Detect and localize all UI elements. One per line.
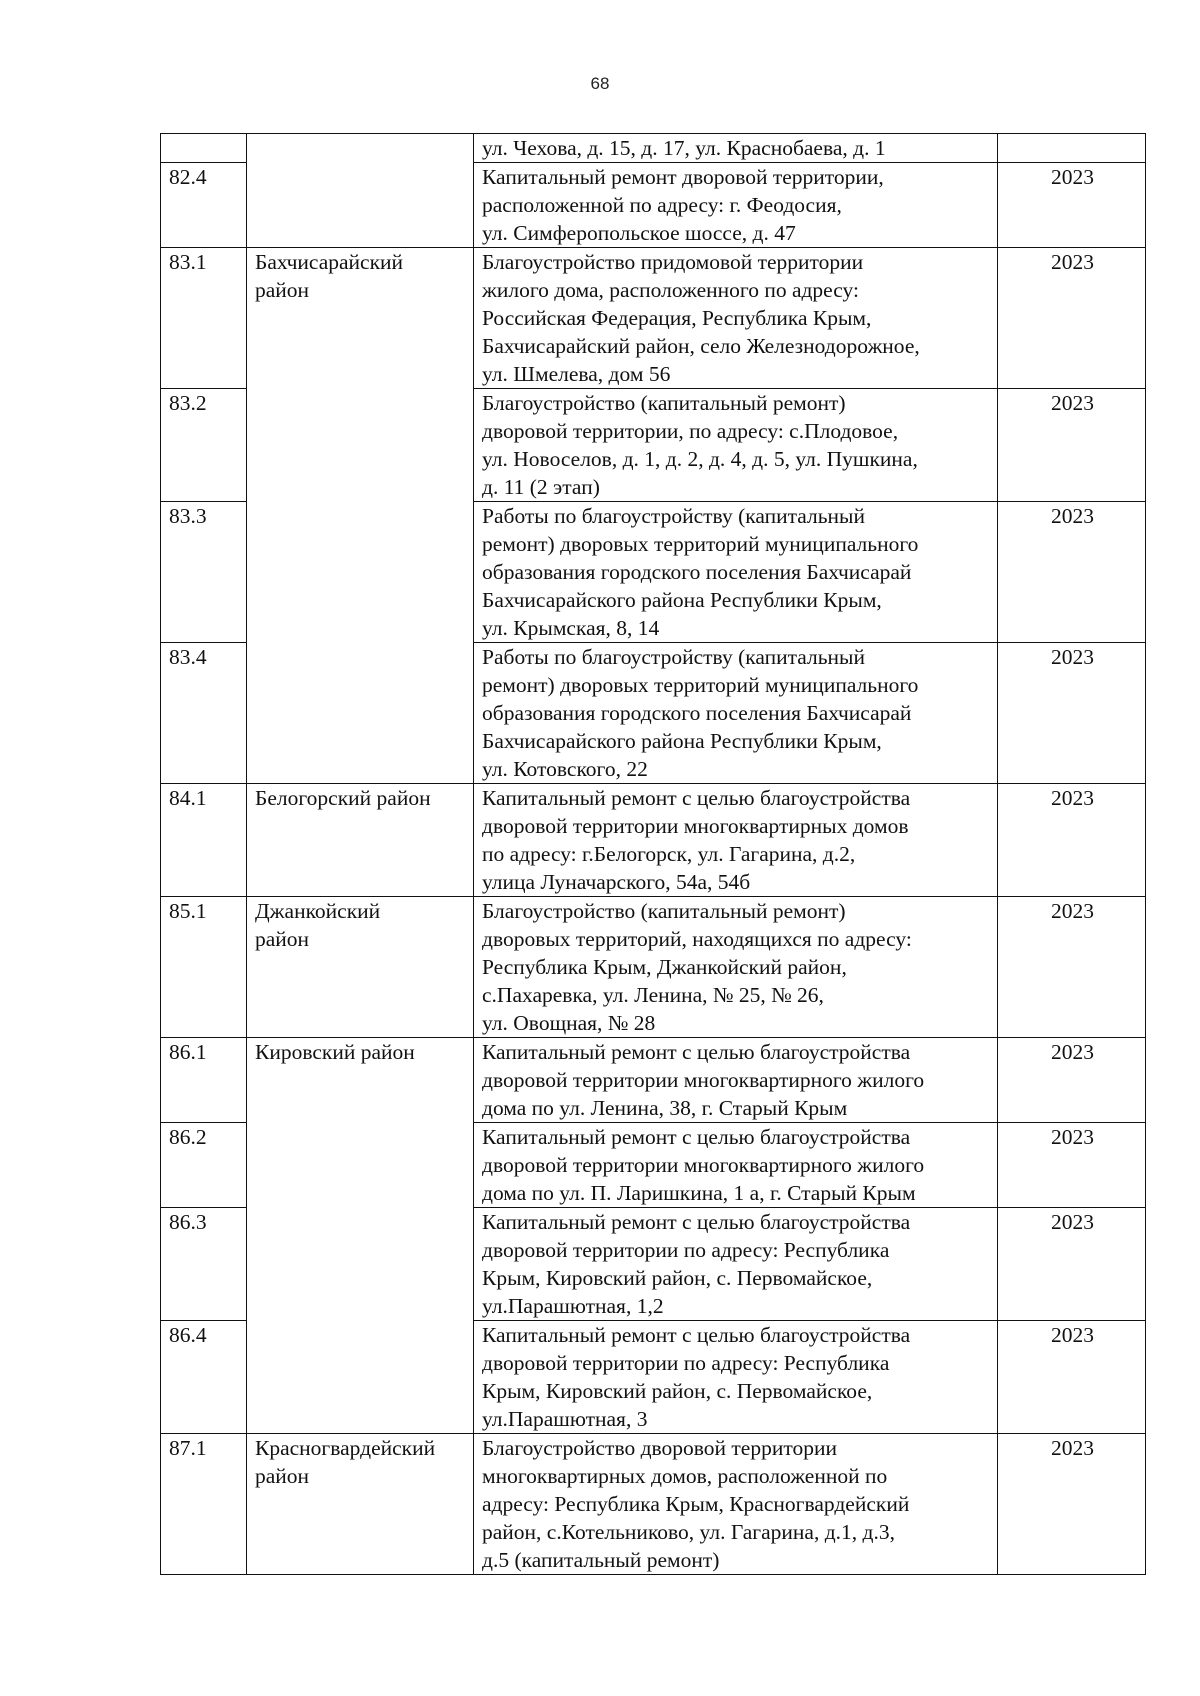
description-cell [474, 1434, 998, 1575]
description-line: Бахчисарайского района Республики Крым, [482, 729, 882, 753]
description-cell [474, 897, 998, 1038]
row-number-cell: 83.4 [161, 643, 247, 784]
description-cell [474, 163, 998, 248]
description-cell [474, 784, 998, 897]
row-number-cell: 86.2 [161, 1123, 247, 1208]
table-row [161, 784, 1146, 897]
row-number-cell: 83.3 [161, 502, 247, 643]
description-line: с.Пахаревка, ул. Ленина, № 25, № 26, [482, 983, 824, 1007]
year-cell: 2023 [998, 1434, 1146, 1575]
district-name-line: район [255, 927, 310, 951]
description-line: Благоустройство (капитальный ремонт) [482, 391, 846, 415]
table-row [161, 248, 1146, 389]
row-number-cell: 87.1 [161, 1434, 247, 1575]
year-cell: 2023 [998, 1321, 1146, 1434]
description-line: многоквартирных домов, расположенной по [482, 1464, 888, 1488]
description-cell [474, 389, 998, 502]
year-cell: 2023 [998, 248, 1146, 389]
description-line: дворовой территории, по адресу: с.Плодовое, [482, 419, 899, 443]
description-cell [474, 1038, 998, 1123]
description-line: Капитальный ремонт с целью благоустройства [482, 1323, 911, 1347]
description-line: Республика Крым, Джанкойский район, [482, 955, 847, 979]
description-line: жилого дома, расположенного по адресу: [482, 278, 859, 302]
description-cell [474, 643, 998, 784]
row-number-cell: 82.4 [161, 163, 247, 248]
year-cell: 2023 [998, 1038, 1146, 1123]
description-line: дворовых территорий, находящихся по адресу: [482, 927, 912, 951]
description-line: дворовой территории многоквартирных домов [482, 814, 909, 838]
year-cell: 2023 [998, 1123, 1146, 1208]
description-line: ремонт) дворовых территорий муниципального [482, 532, 919, 556]
row-number-cell: 86.4 [161, 1321, 247, 1434]
description-line: Капитальный ремонт дворовой территории, [482, 165, 884, 189]
district-name-line: Бахчисарайский [255, 250, 404, 274]
description-line: Бахчисарайский район, село Железнодорожное, [482, 334, 920, 358]
row-number-cell: 83.1 [161, 248, 247, 389]
district-name-line: район [255, 1464, 310, 1488]
description-cell [474, 1123, 998, 1208]
district-cell [247, 784, 474, 897]
row-number-cell: 86.1 [161, 1038, 247, 1123]
description-line: Российская Федерация, Республика Крым, [482, 306, 872, 330]
row-number-cell [161, 134, 247, 163]
description-line: дома по ул. Ленина, 38, г. Старый Крым [482, 1096, 848, 1120]
district-name-line: Кировский район [255, 1040, 415, 1064]
description-line: Работы по благоустройству (капитальный [482, 504, 866, 528]
year-cell: 2023 [998, 163, 1146, 248]
description-line: дворовой территории многоквартирного жилого [482, 1153, 925, 1177]
description-line: по адресу: г.Белогорск, ул. Гагарина, д.2, [482, 842, 856, 866]
description-line: ул. Крымская, 8, 14 [482, 616, 660, 640]
description-cell [474, 1208, 998, 1321]
description-line: ул. Новоселов, д. 1, д. 2, д. 4, д. 5, ул. Пушкина, [482, 447, 918, 471]
description-line: район, с.Котельниково, ул. Гагарина, д.1, д.3, [482, 1520, 895, 1544]
row-number-cell: 83.2 [161, 389, 247, 502]
description-line: улица Луначарского, 54а, 54б [482, 870, 751, 894]
district-cell [247, 134, 474, 248]
description-line: ул. Симферопольское шоссе, д. 47 [482, 221, 796, 245]
description-line: ул. Чехова, д. 15, д. 17, ул. Краснобаева, д. 1 [482, 136, 886, 160]
description-line: ул.Парашютная, 3 [482, 1407, 648, 1431]
description-line: адресу: Республика Крым, Красногвардейский [482, 1492, 910, 1516]
district-name-line: район [255, 278, 310, 302]
district-name-line: Красногвардейский [255, 1436, 436, 1460]
row-number-cell: 85.1 [161, 897, 247, 1038]
district-name-line: Белогорский район [255, 786, 431, 810]
table-row [161, 1038, 1146, 1123]
description-line: Благоустройство (капитальный ремонт) [482, 899, 846, 923]
description-line: Бахчисарайского района Республики Крым, [482, 588, 882, 612]
description-line: дома по ул. П. Ларишкина, 1 а, г. Старый Крым [482, 1181, 916, 1205]
page-number: 68 [590, 74, 610, 93]
description-line: дворовой территории по адресу: Республика [482, 1351, 890, 1375]
district-name-line: Джанкойский [255, 899, 381, 923]
year-cell [998, 134, 1146, 163]
description-line: образования городского поселения Бахчисарай [482, 701, 912, 725]
description-line: Крым, Кировский район, с. Первомайское, [482, 1379, 873, 1403]
year-cell: 2023 [998, 643, 1146, 784]
description-cell [474, 502, 998, 643]
description-line: Благоустройство придомовой территории [482, 250, 864, 274]
district-cell [247, 897, 474, 1038]
description-line: ул. Овощная, № 28 [482, 1011, 656, 1035]
description-line: Капитальный ремонт с целью благоустройства [482, 786, 911, 810]
row-number-cell: 86.3 [161, 1208, 247, 1321]
description-line: Капитальный ремонт с целью благоустройства [482, 1210, 911, 1234]
description-line: Работы по благоустройству (капитальный [482, 645, 866, 669]
description-cell [474, 134, 998, 163]
description-line: Капитальный ремонт с целью благоустройства [482, 1125, 911, 1149]
improvement-projects-table [160, 133, 1146, 1575]
description-line: д. 11 (2 этап) [482, 475, 600, 499]
description-cell [474, 1321, 998, 1434]
description-line: образования городского поселения Бахчисарай [482, 560, 912, 584]
description-line: ремонт) дворовых территорий муниципального [482, 673, 919, 697]
district-cell [247, 248, 474, 784]
year-cell: 2023 [998, 784, 1146, 897]
description-cell [474, 248, 998, 389]
year-cell: 2023 [998, 1208, 1146, 1321]
description-line: ул. Шмелева, дом 56 [482, 362, 671, 386]
district-cell [247, 1434, 474, 1575]
year-cell: 2023 [998, 502, 1146, 643]
description-line: дворовой территории по адресу: Республика [482, 1238, 890, 1262]
description-line: дворовой территории многоквартирного жилого [482, 1068, 925, 1092]
description-line: ул. Котовского, 22 [482, 757, 648, 781]
year-cell: 2023 [998, 389, 1146, 502]
description-line: Капитальный ремонт с целью благоустройства [482, 1040, 911, 1064]
description-line: Крым, Кировский район, с. Первомайское, [482, 1266, 873, 1290]
year-cell: 2023 [998, 897, 1146, 1038]
table-row [161, 897, 1146, 1038]
description-line: ул.Парашютная, 1,2 [482, 1294, 664, 1318]
table-row [161, 134, 1146, 163]
description-line: Благоустройство дворовой территории [482, 1436, 837, 1460]
district-cell [247, 1038, 474, 1434]
description-line: расположенной по адресу: г. Феодосия, [482, 193, 842, 217]
row-number-cell: 84.1 [161, 784, 247, 897]
table-row [161, 1434, 1146, 1575]
description-line: д.5 (капитальный ремонт) [482, 1548, 720, 1572]
